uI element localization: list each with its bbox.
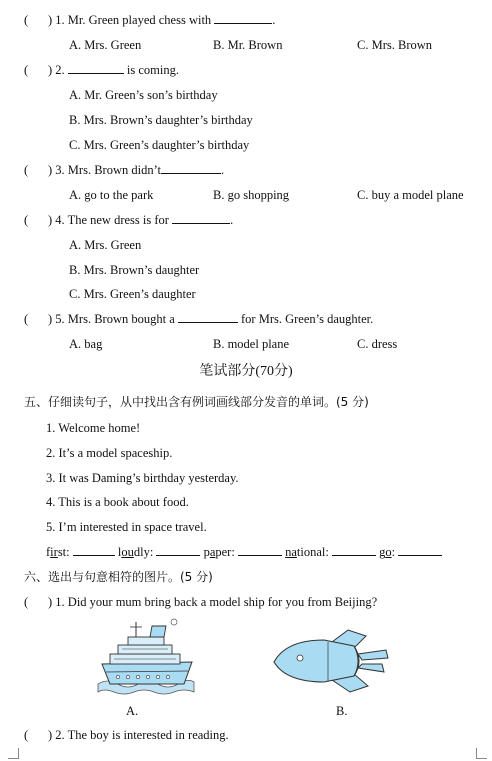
example-word-loudly: loudly: (117, 545, 154, 559)
answer-paren[interactable]: ( (24, 63, 29, 77)
answer-blank[interactable] (214, 12, 272, 24)
section-heading-written: 笔试部分(70分) (199, 364, 293, 379)
ship-picture[interactable] (96, 618, 196, 696)
option-a[interactable]: A. Mrs. Green (69, 38, 142, 52)
question-4: ( ) 4. The new dress is for . (24, 213, 234, 227)
example-word-national: national: (285, 545, 329, 559)
sentence-5: 5. I’m interested in space travel. (46, 520, 207, 534)
answer-paren[interactable]: ( (24, 312, 29, 326)
section-6-title: 六、选出与句意相符的图片。(5 分) (24, 570, 213, 584)
question-5: ( ) 5. Mrs. Brown bought a for Mrs. Green’s daughter. (24, 312, 374, 326)
answer-blank[interactable] (172, 212, 230, 224)
page-corner-mark (8, 748, 19, 759)
answer-blank-go[interactable] (398, 544, 442, 556)
picture-label-b: B. (336, 704, 348, 718)
answer-blank[interactable] (68, 62, 124, 74)
option-c[interactable]: C. dress (357, 337, 398, 351)
option-b[interactable]: B. go shopping (213, 188, 290, 202)
question-stem: 3. Mrs. Brown didn’t (55, 163, 161, 177)
question-2: ( ) 2. is coming. (24, 63, 180, 77)
answer-blank[interactable] (161, 162, 221, 174)
question-1: ( ) 1. Mr. Green played chess with . (24, 13, 276, 27)
question-stem: 2. (55, 63, 65, 77)
sentence-3: 3. It was Daming’s birthday yesterday. (46, 471, 239, 485)
answer-paren[interactable]: ( (24, 595, 29, 609)
answer-paren[interactable]: ( (24, 728, 29, 742)
section-6-question-2: ( ) 2. The boy is interested in reading. (24, 728, 229, 742)
question-stem: 4. The new dress is for (55, 213, 169, 227)
answer-paren[interactable]: ( (24, 213, 29, 227)
rocket-picture[interactable] (270, 628, 390, 694)
answer-blank-first[interactable] (73, 544, 115, 556)
option-a[interactable]: A. bag (69, 337, 103, 351)
sentence-2: 2. It’s a model spaceship. (46, 446, 173, 460)
answer-blank-national[interactable] (332, 544, 376, 556)
option-c[interactable]: C. Mrs. Brown (357, 38, 433, 52)
option-c[interactable]: C. Mrs. Green’s daughter (69, 287, 196, 301)
answer-blank-loudly[interactable] (156, 544, 200, 556)
section-6-question-1: ( ) 1. Did your mum bring back a model ship for you from Beijing? (24, 595, 378, 609)
example-words-row (46, 544, 442, 560)
option-b[interactable]: B. Mr. Brown (213, 38, 283, 52)
question-stem: 1. Mr. Green played chess with (55, 13, 212, 27)
option-c[interactable]: C. buy a model plane (357, 188, 464, 202)
answer-paren[interactable]: ( (24, 13, 29, 27)
option-a[interactable]: A. Mrs. Green (69, 238, 142, 252)
answer-blank[interactable] (178, 311, 238, 323)
example-word-go: go: (379, 545, 396, 559)
sentence-1: 1. Welcome home! (46, 421, 141, 435)
picture-label-a: A. (126, 704, 139, 718)
question-3: ( ) 3. Mrs. Brown didn’t . (24, 163, 225, 177)
sentence-4: 4. This is a book about food. (46, 495, 189, 509)
example-word-paper: paper: (203, 545, 235, 559)
option-b[interactable]: B. Mrs. Brown’s daughter (69, 263, 200, 277)
section-5-title: 五、仔细读句子，从中找出含有例词画线部分发音的单词。(5 分) (24, 395, 369, 409)
option-b[interactable]: B. model plane (213, 337, 290, 351)
option-c[interactable]: C. Mrs. Green’s daughter’s birthday (69, 138, 250, 152)
page-corner-mark (476, 748, 487, 759)
option-b[interactable]: B. Mrs. Brown’s daughter’s birthday (69, 113, 253, 127)
question-stem: 5. Mrs. Brown bought a (55, 312, 175, 326)
option-a[interactable]: A. Mr. Green’s son’s birthday (69, 88, 218, 102)
answer-blank-paper[interactable] (238, 544, 282, 556)
example-word-first: first: (46, 545, 70, 559)
answer-paren[interactable]: ( (24, 163, 29, 177)
option-a[interactable]: A. go to the park (69, 188, 154, 202)
